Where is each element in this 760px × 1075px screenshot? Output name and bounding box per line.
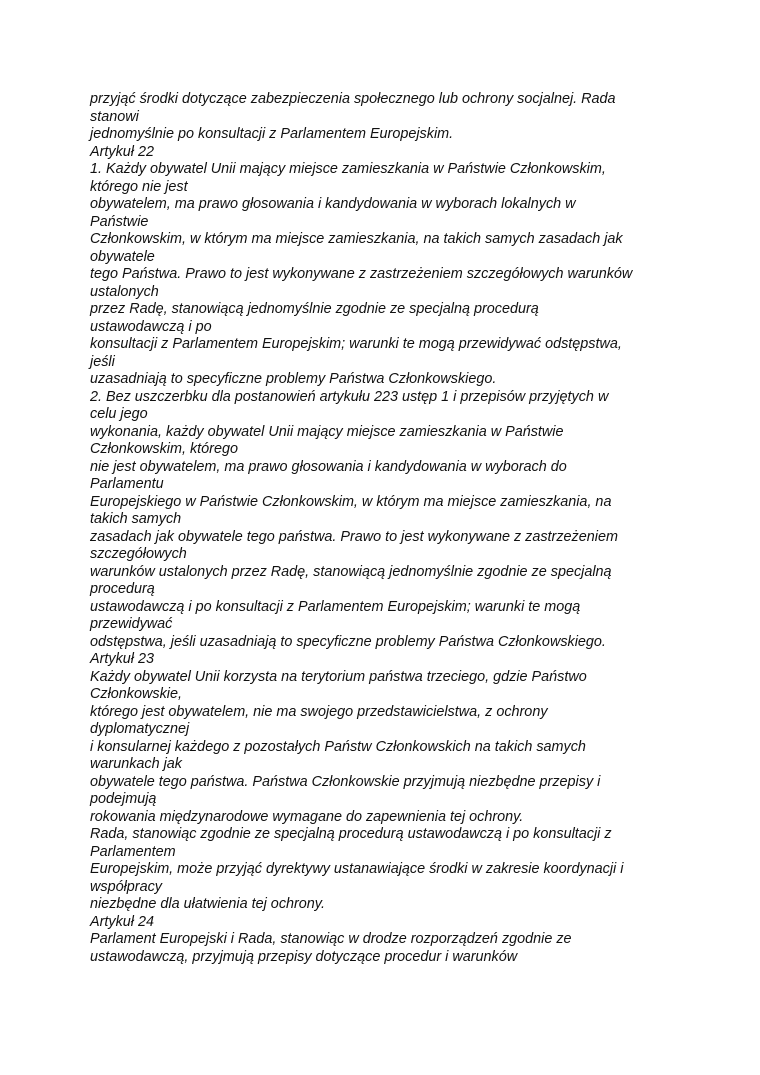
text-line: Członkowskim, w którym ma miejsce zamieszkania, na takich samych zasadach jak	[90, 231, 623, 247]
text-line: tego Państwa. Prawo to jest wykonywane z zastrzeżeniem szczegółowych warunków	[90, 266, 633, 282]
text-line: Artykuł 23	[90, 651, 154, 667]
text-line: odstępstwa, jeśli uzasadniają to specyficzne problemy Państwa Członkowskiego.	[90, 633, 606, 650]
text-line: uzasadniają to specyficzne problemy Państwa Członkowskiego.	[90, 371, 497, 387]
text-line: warunkach jak	[90, 756, 182, 772]
text-line: Państwie	[90, 213, 149, 230]
text-line: zasadach jak obywatele tego państwa. Prawo to jest wykonywane z zastrzeżeniem	[90, 528, 618, 545]
text-line: Parlament Europejski i Rada, stanowiąc w drodze rozporządzeń zgodnie ze	[90, 931, 572, 947]
text-line: którego jest obywatelem, nie ma swojego przedstawicielstwa, z ochrony	[90, 703, 548, 720]
text-line: Artykuł 24	[90, 913, 154, 930]
text-line: ustawodawczą i po	[90, 318, 212, 335]
text-line: podejmują	[90, 791, 157, 807]
text-line: Parlamentem	[90, 843, 176, 860]
text-line: przyjąć środki dotyczące zabezpieczenia społecznego lub ochrony socjalnej. Rada	[90, 91, 616, 107]
text-line: ustalonych	[90, 283, 159, 300]
text-line: Artykuł 22	[90, 143, 154, 160]
text-line: jeśli	[90, 353, 115, 370]
text-line: szczegółowych	[90, 546, 187, 562]
text-line: procedurą	[90, 581, 155, 597]
text-line: przewidywać	[90, 616, 173, 632]
text-line: celu jego	[90, 406, 148, 422]
text-line: przez Radę, stanowiącą jednomyślnie zgodnie ze specjalną procedurą	[90, 301, 539, 317]
text-line: warunków ustalonych przez Radę, stanowiącą jednomyślnie zgodnie ze specjalną	[90, 563, 612, 580]
text-line: Europejskim, może przyjąć dyrektywy ustanawiające środki w zakresie koordynacji i	[90, 861, 624, 877]
text-line: konsultacji z Parlamentem Europejskim; warunki te mogą przewidywać odstępstwa,	[90, 336, 622, 352]
text-line: Europejskiego w Państwie Członkowskim, w którym ma miejsce zamieszkania, na	[90, 493, 612, 510]
text-line: Każdy obywatel Unii korzysta na terytorium państwa trzeciego, gdzie Państwo	[90, 668, 587, 685]
text-line: współpracy	[90, 878, 162, 895]
text-line: którego nie jest	[90, 178, 188, 195]
text-line: stanowi	[90, 108, 139, 125]
text-line: obywatele	[90, 248, 155, 265]
text-line: niezbędne dla ułatwienia tej ochrony.	[90, 896, 325, 912]
text-line: wykonania, każdy obywatel Unii mający miejsce zamieszkania w Państwie	[90, 423, 564, 440]
text-line: 2. Bez uszczerbku dla postanowień artykułu 223 ustęp 1 i przepisów przyjętych w	[90, 388, 609, 405]
text-line: Parlamentu	[90, 476, 164, 492]
text-line: dyplomatycznej	[90, 721, 190, 737]
text-line: obywatelem, ma prawo głosowania i kandydowania w wyborach lokalnych w	[90, 196, 576, 212]
text-line: ustawodawczą, przyjmują przepisy dotyczące procedur i warunków	[90, 948, 518, 965]
text-line: 1. Każdy obywatel Unii mający miejsce zamieszkania w Państwie Członkowskim,	[90, 161, 606, 177]
text-line: ustawodawczą i po konsultacji z Parlamentem Europejskim; warunki te mogą	[90, 598, 581, 615]
text-line: rokowania międzynarodowe wymagane do zapewnienia tej ochrony.	[90, 808, 524, 825]
text-line: obywatele tego państwa. Państwa Członkowskie przyjmują niezbędne przepisy i	[90, 773, 601, 790]
text-line: Członkowskim, którego	[90, 441, 238, 457]
text-line: Rada, stanowiąc zgodnie ze specjalną procedurą ustawodawczą i po konsultacji z	[90, 826, 612, 842]
text-line: takich samych	[90, 511, 182, 527]
text-line: jednomyślnie po konsultacji z Parlamentem Europejskim.	[90, 126, 454, 142]
text-line: i konsularnej każdego z pozostałych Państw Członkowskich na takich samych	[90, 738, 586, 755]
text-line: nie jest obywatelem, ma prawo głosowania i kandydowania w wyborach do	[90, 458, 567, 475]
text-line: Członkowskie,	[90, 686, 182, 702]
document-body	[90, 91, 690, 966]
